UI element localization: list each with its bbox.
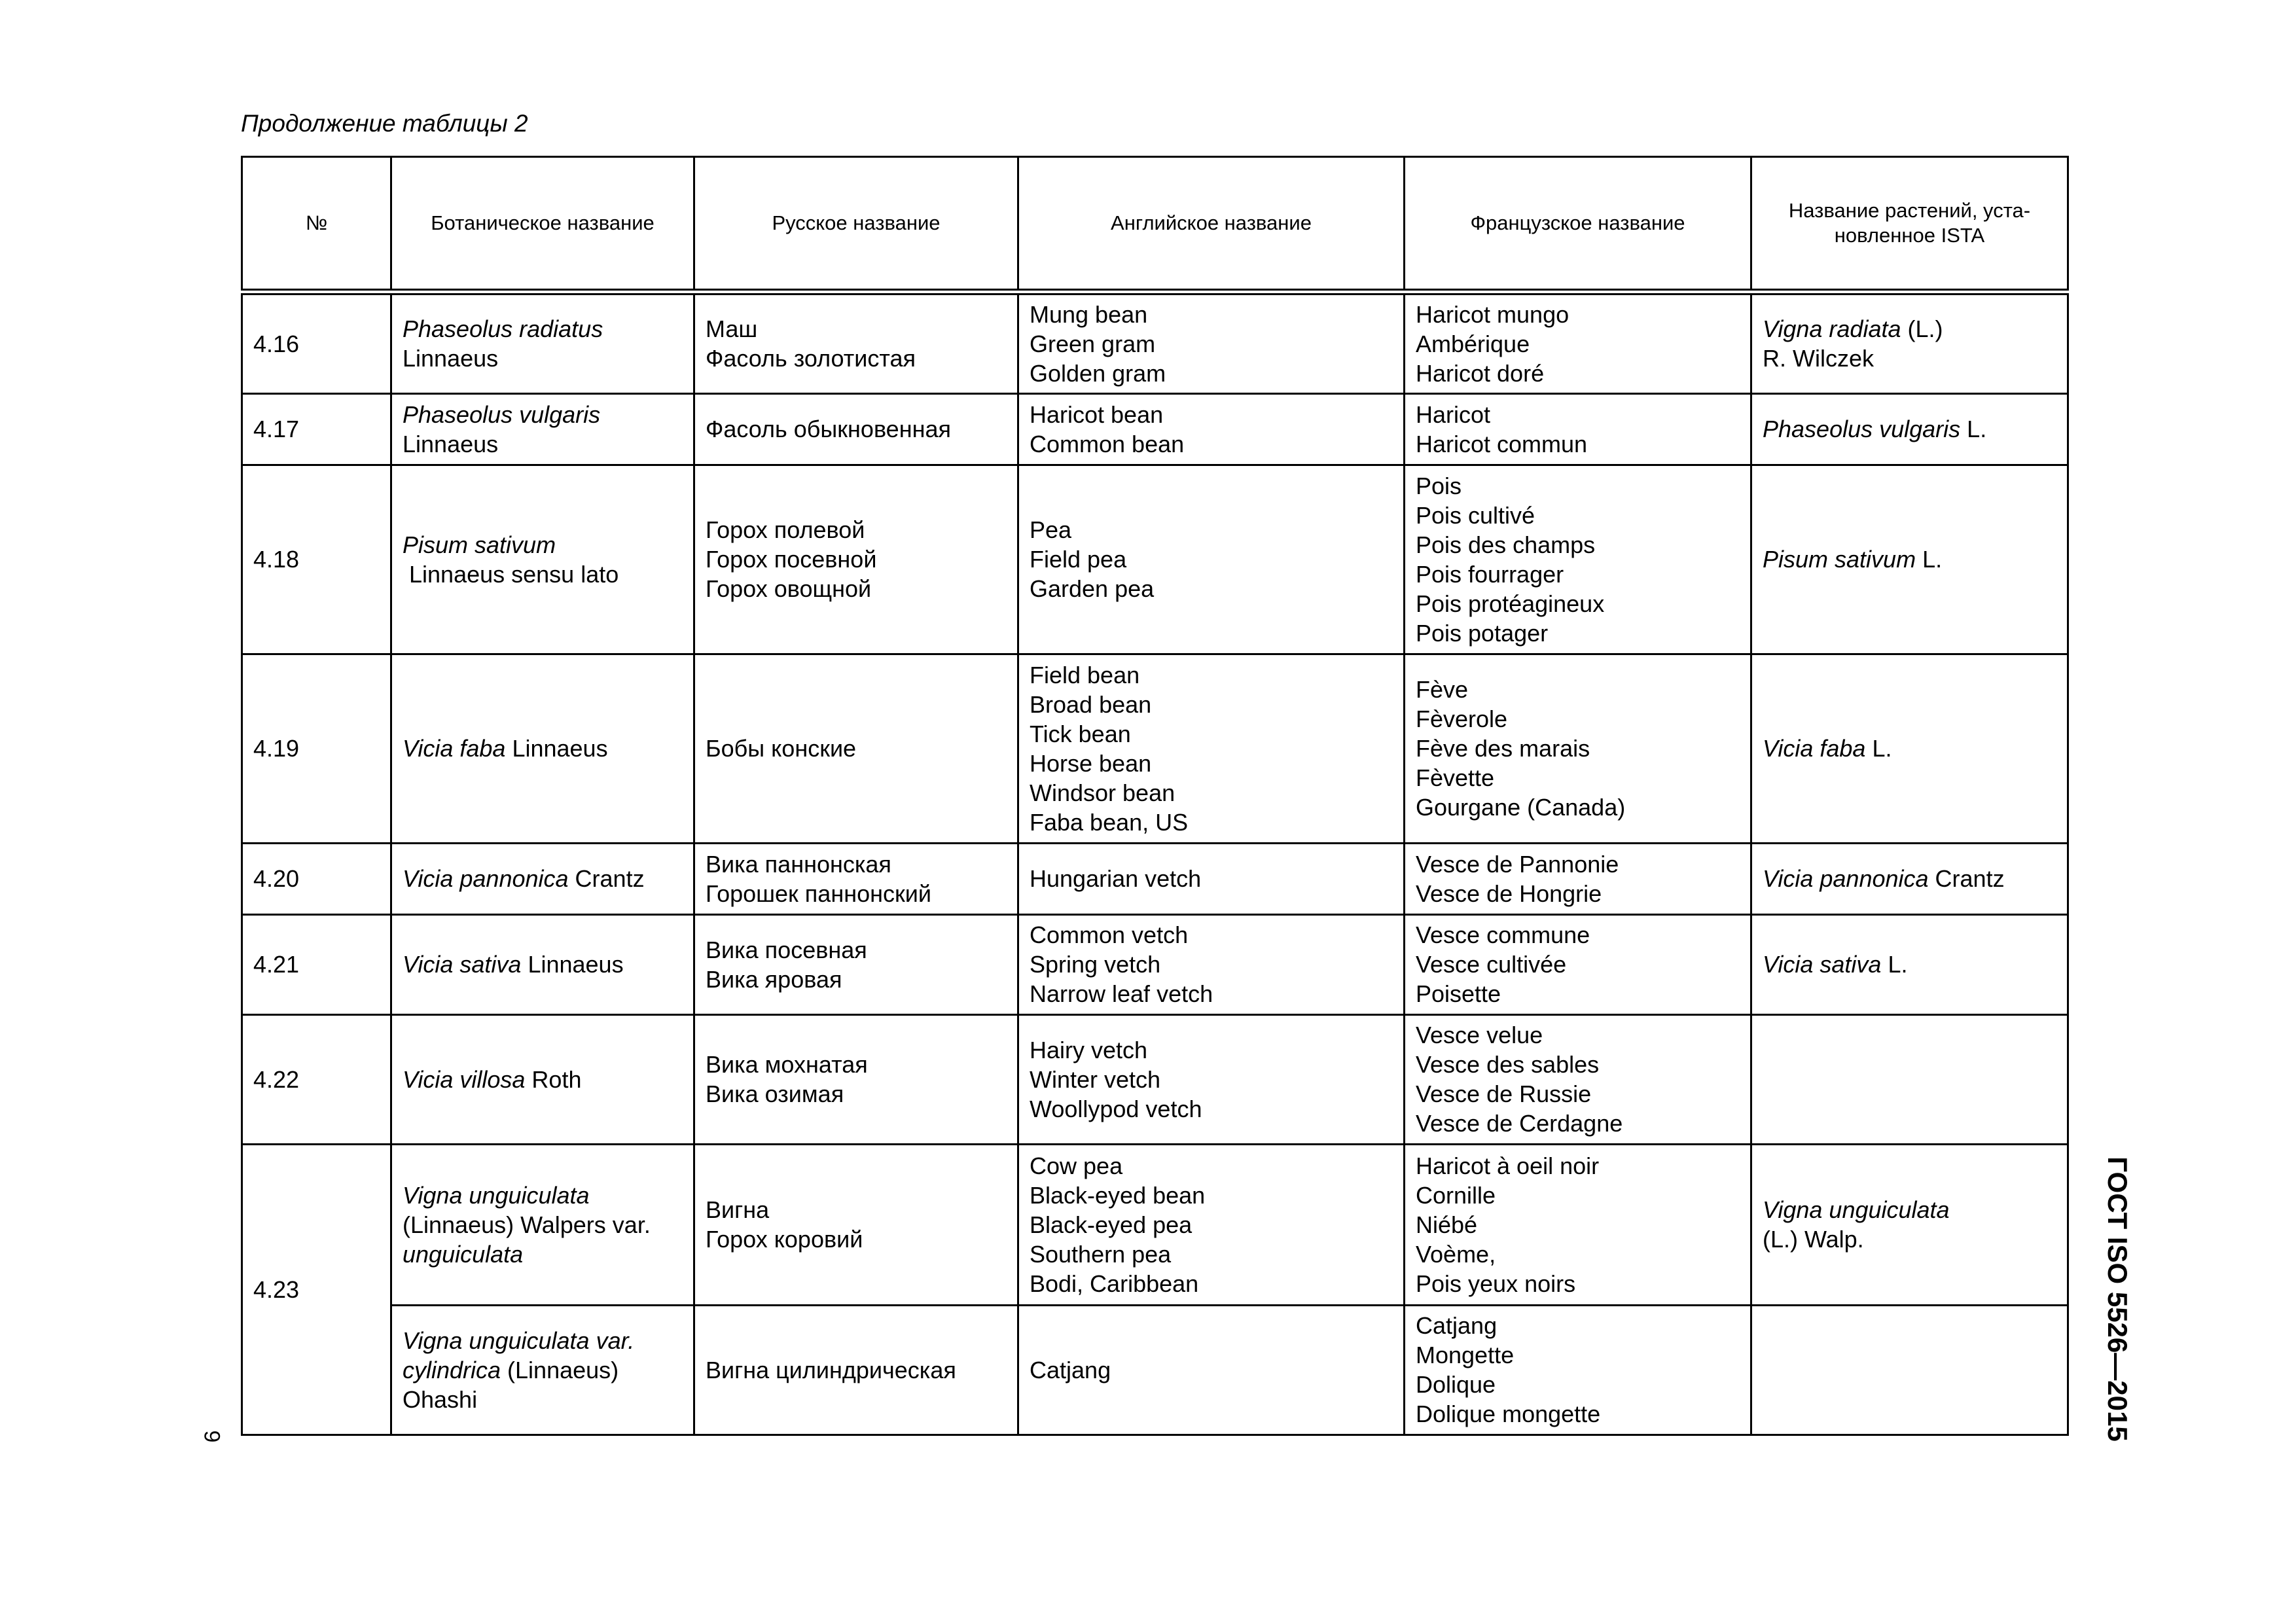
cell-botanical-name: [391, 1144, 694, 1305]
cell-english-name: [1018, 1144, 1405, 1305]
botanical-name-line: [403, 950, 683, 979]
cell-ista-name: [1751, 654, 2068, 843]
french-name-line: Pois yeux noirs: [1416, 1270, 1576, 1297]
botanical-name-author: Linnaeus: [521, 951, 624, 978]
botanical-name-line: unguiculata: [403, 1240, 524, 1268]
russian-name-line: Фасоль золотистая: [706, 345, 916, 372]
ista-name-author: L.: [1865, 735, 1892, 762]
french-name-line: Pois protéagineux: [1416, 590, 1605, 617]
cell-botanical-name: [391, 1305, 694, 1435]
botanical-name-line: [403, 1065, 683, 1094]
english-name-line: Catjang: [1030, 1356, 1111, 1383]
english-name-line: Bodi, Caribbean: [1030, 1270, 1199, 1297]
cell-russian-name: [694, 843, 1018, 914]
cell-english-name: [1018, 1305, 1405, 1435]
botanical-name-line: Ohashi: [403, 1385, 478, 1413]
english-name-line: Spring vetch: [1030, 951, 1161, 978]
russian-name-line: Маш: [706, 315, 758, 343]
cell-english-name: [1018, 654, 1405, 843]
french-name-line: Haricot à oeil noir: [1416, 1152, 1600, 1179]
botanical-name-author: Linnaeus: [505, 735, 608, 762]
ista-name-italic: Vicia pannonica: [1763, 865, 1929, 892]
botanical-name-line: [403, 1355, 683, 1385]
russian-name-line: Вика мохнатая: [706, 1051, 868, 1078]
french-name-line: Voème,: [1416, 1240, 1496, 1268]
french-name-line: Vesce de Russie: [1416, 1080, 1592, 1107]
botanical-name-line: Linnaeus: [403, 430, 499, 457]
ista-name-line: [1763, 314, 2056, 344]
cell-russian-name: [694, 1305, 1018, 1435]
header-number: №: [242, 157, 391, 293]
botanical-name-line: Linnaeus sensu lato: [403, 560, 619, 588]
french-name-line: Vesce velue: [1416, 1022, 1543, 1048]
english-name-line: Hairy vetch: [1030, 1036, 1148, 1063]
cell-botanical-name: [391, 843, 694, 914]
ista-name-italic: Pisum sativum: [1763, 546, 1916, 573]
english-name-line: Black-eyed pea: [1030, 1211, 1193, 1238]
cell-number: 4.23: [242, 1144, 391, 1435]
table-row: [242, 843, 2068, 914]
botanical-name-line: Pisum sativum: [403, 531, 556, 558]
russian-name-line: Вигна цилиндрическая: [706, 1356, 956, 1383]
botanical-name-author: (Linnaeus): [501, 1356, 619, 1383]
ista-name-line: [1763, 414, 2056, 444]
french-name-line: Vesce de Cerdagne: [1416, 1110, 1623, 1137]
french-name-line: Vesce des sables: [1416, 1051, 1600, 1078]
french-name-line: Haricot mungo: [1416, 300, 1570, 328]
botanical-name-line: Linnaeus: [403, 345, 499, 372]
english-name-line: Black-eyed bean: [1030, 1181, 1206, 1209]
table-row: [242, 654, 2068, 843]
french-name-line: Pois cultivé: [1416, 501, 1535, 529]
ista-name-line: [1763, 734, 2056, 763]
french-name-line: Haricot doré: [1416, 359, 1545, 387]
cell-botanical-name: [391, 1014, 694, 1144]
cell-botanical-name: [391, 465, 694, 654]
french-name-line: Pois fourrager: [1416, 560, 1564, 588]
cell-ista-name: [1751, 914, 2068, 1014]
russian-name-line: Горох овощной: [706, 575, 872, 602]
cell-russian-name: [694, 393, 1018, 465]
header-botanical-name: Ботаническое название: [391, 157, 694, 293]
english-name-line: Windsor bean: [1030, 779, 1175, 806]
french-name-line: Ambérique: [1416, 330, 1530, 357]
french-name-line: Cornille: [1416, 1181, 1496, 1209]
cell-french-name: [1405, 1014, 1751, 1144]
cell-ista-name: [1751, 1144, 2068, 1305]
english-name-line: Broad bean: [1030, 690, 1152, 718]
french-name-line: Haricot commun: [1416, 430, 1588, 457]
cell-french-name: [1405, 292, 1751, 393]
table-row: [242, 914, 2068, 1014]
cell-english-name: [1018, 843, 1405, 914]
cell-ista-name: [1751, 1305, 2068, 1435]
russian-name-line: Вика посевная: [706, 936, 867, 963]
ista-name-line: Vigna unguiculata: [1763, 1196, 1950, 1223]
table-row: [242, 465, 2068, 654]
russian-name-line: Горошек паннонский: [706, 880, 931, 907]
botanical-name-line: Vigna unguiculata: [403, 1181, 590, 1209]
header-russian-name: Русское название: [694, 157, 1018, 293]
english-name-line: Tick bean: [1030, 720, 1131, 747]
ista-name-line: (L.) Walp.: [1763, 1226, 1864, 1253]
ista-name-italic: Vicia sativa: [1763, 951, 1882, 978]
english-name-line: Pea: [1030, 516, 1072, 543]
cell-russian-name: [694, 654, 1018, 843]
table-header-row: [242, 157, 2068, 293]
ista-name-line: [1763, 950, 2056, 979]
french-name-line: Vesce de Pannonie: [1416, 850, 1619, 878]
cell-number: 4.21: [242, 914, 391, 1014]
french-name-line: Fève: [1416, 676, 1469, 703]
botanical-name-line: [403, 864, 683, 893]
cell-french-name: [1405, 1305, 1751, 1435]
table-row: [242, 292, 2068, 393]
french-name-line: Gourgane (Canada): [1416, 794, 1626, 821]
ista-name-author: L.: [1916, 546, 1943, 573]
english-name-line: Faba bean, US: [1030, 808, 1189, 836]
french-name-line: Niébé: [1416, 1211, 1478, 1238]
english-name-line: Haricot bean: [1030, 401, 1164, 428]
cell-botanical-name: [391, 393, 694, 465]
cell-russian-name: [694, 914, 1018, 1014]
french-name-line: Vesce cultivée: [1416, 951, 1567, 978]
standard-designation: ГОСТ ISO 5526—2015: [2102, 1156, 2133, 1442]
table-row: [242, 1305, 2068, 1435]
russian-name-line: Вигна: [706, 1196, 770, 1223]
russian-name-line: Бобы конские: [706, 735, 857, 762]
cell-botanical-name: [391, 914, 694, 1014]
ista-name-italic: Vigna radiata: [1763, 315, 1901, 343]
botanical-name-italic: Vicia sativa: [403, 951, 522, 978]
ista-name-line: [1763, 544, 2056, 574]
botanical-name-italic: Vicia pannonica: [403, 865, 569, 892]
header-ista-line-1: Название растений, уста-: [1788, 199, 2031, 222]
cell-russian-name: [694, 465, 1018, 654]
english-name-line: Woollypod vetch: [1030, 1095, 1202, 1122]
botanical-name-line: Phaseolus radiatus: [403, 315, 603, 343]
header-english-name: Английское название: [1018, 157, 1405, 293]
russian-name-line: Вика яровая: [706, 965, 842, 993]
english-name-line: Garden pea: [1030, 575, 1155, 602]
english-name-line: Narrow leaf vetch: [1030, 980, 1213, 1007]
header-french-name: Французское название: [1405, 157, 1751, 293]
botanical-name-italic: cylindrica: [403, 1356, 501, 1383]
russian-name-line: Горох полевой: [706, 516, 865, 543]
botanical-name-author: Roth: [525, 1065, 582, 1093]
cell-english-name: [1018, 465, 1405, 654]
english-name-line: Mung bean: [1030, 300, 1148, 328]
french-name-line: Pois: [1416, 472, 1462, 499]
french-name-line: Dolique: [1416, 1371, 1496, 1398]
french-name-line: Vesce commune: [1416, 921, 1590, 948]
cell-french-name: [1405, 914, 1751, 1014]
cell-french-name: [1405, 654, 1751, 843]
ista-name-line: [1763, 864, 2056, 893]
ista-name-author: L.: [1881, 951, 1908, 978]
french-name-line: Haricot: [1416, 401, 1491, 428]
botanical-name-line: Vigna unguiculata var.: [403, 1327, 635, 1354]
cell-number: 4.20: [242, 843, 391, 914]
cell-russian-name: [694, 292, 1018, 393]
english-name-line: Common vetch: [1030, 921, 1189, 948]
cell-french-name: [1405, 465, 1751, 654]
table-row: [242, 393, 2068, 465]
cell-french-name: [1405, 393, 1751, 465]
russian-name-line: Горох посевной: [706, 546, 877, 573]
russian-name-line: Вика озимая: [706, 1080, 844, 1107]
botanical-name-italic: Vicia villosa: [403, 1065, 526, 1093]
french-name-line: Vesce de Hongrie: [1416, 880, 1602, 907]
botanical-name-author: Crantz: [568, 865, 645, 892]
english-name-line: Field bean: [1030, 661, 1140, 688]
cell-english-name: [1018, 292, 1405, 393]
botanical-name-line: (Linnaeus) Walpers var.: [403, 1211, 651, 1238]
cell-ista-name: [1751, 1014, 2068, 1144]
cell-ista-name: [1751, 292, 2068, 393]
botanical-name-line: Phaseolus vulgaris: [403, 401, 601, 428]
english-name-line: Southern pea: [1030, 1240, 1172, 1268]
english-name-line: Horse bean: [1030, 749, 1152, 777]
ista-name-author: L.: [1960, 416, 1987, 442]
table-row: [242, 1014, 2068, 1144]
russian-name-line: Горох коровий: [706, 1226, 863, 1253]
french-name-line: Catjang: [1416, 1312, 1498, 1339]
cell-french-name: [1405, 1144, 1751, 1305]
cell-botanical-name: [391, 654, 694, 843]
english-name-line: Green gram: [1030, 330, 1156, 357]
french-name-line: Fève des marais: [1416, 735, 1590, 762]
russian-name-line: Фасоль обыкновенная: [706, 416, 951, 442]
ista-name-author: Crantz: [1928, 865, 2005, 892]
french-name-line: Fèvette: [1416, 764, 1495, 791]
french-name-line: Fèverole: [1416, 705, 1508, 732]
cell-russian-name: [694, 1014, 1018, 1144]
english-name-line: Common bean: [1030, 430, 1185, 457]
french-name-line: Mongette: [1416, 1342, 1515, 1368]
english-name-line: Field pea: [1030, 546, 1127, 573]
cell-number: 4.22: [242, 1014, 391, 1144]
french-name-line: Pois des champs: [1416, 531, 1596, 558]
russian-name-line: Вика паннонская: [706, 850, 891, 878]
ista-name-italic: Vicia faba: [1763, 735, 1866, 762]
english-name-line: Hungarian vetch: [1030, 865, 1202, 892]
english-name-line: Winter vetch: [1030, 1065, 1161, 1093]
header-ista-name: [1751, 157, 2068, 293]
cell-english-name: [1018, 393, 1405, 465]
page-number: 6: [200, 1430, 225, 1443]
french-name-line: Dolique mongette: [1416, 1400, 1601, 1427]
cell-russian-name: [694, 1144, 1018, 1305]
cell-ista-name: [1751, 843, 2068, 914]
french-name-line: Poisette: [1416, 980, 1501, 1007]
table-row: [242, 1144, 2068, 1305]
botanical-name-line: [403, 734, 683, 763]
cell-english-name: [1018, 914, 1405, 1014]
cell-number: 4.17: [242, 393, 391, 465]
english-name-line: Cow pea: [1030, 1152, 1123, 1179]
cell-ista-name: [1751, 393, 2068, 465]
header-ista-line-2: новленное ISTA: [1834, 224, 1985, 247]
ista-name-author: (L.): [1901, 315, 1943, 343]
cell-number: 4.19: [242, 654, 391, 843]
french-name-line: Pois potager: [1416, 619, 1549, 647]
cell-number: 4.16: [242, 292, 391, 393]
ista-name-italic: Phaseolus vulgaris: [1763, 416, 1961, 442]
cell-french-name: [1405, 843, 1751, 914]
table-caption: Продолжение таблицы 2: [241, 110, 528, 137]
cell-number: 4.18: [242, 465, 391, 654]
ista-name-line: R. Wilczek: [1763, 345, 1874, 372]
botanical-name-italic: Vicia faba: [403, 735, 506, 762]
cell-english-name: [1018, 1014, 1405, 1144]
english-name-line: Golden gram: [1030, 359, 1166, 387]
species-table: [241, 156, 2069, 1436]
cell-botanical-name: [391, 292, 694, 393]
cell-ista-name: [1751, 465, 2068, 654]
